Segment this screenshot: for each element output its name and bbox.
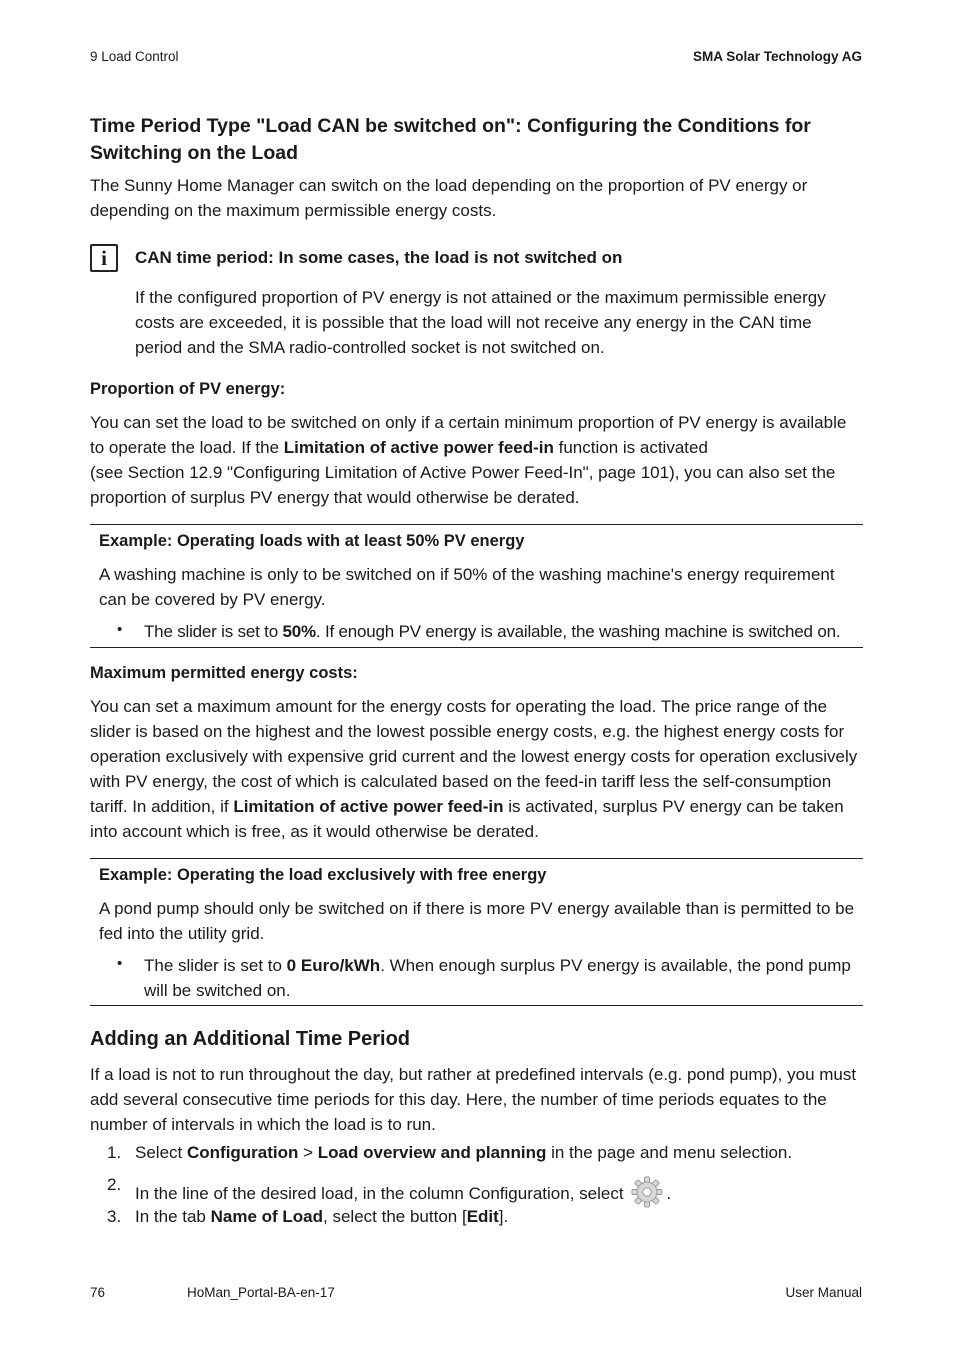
example-1-bullet: The slider is set to 50%. If enough PV energy is available, the washing machine is switched on. (144, 622, 841, 641)
step-number: 1. (107, 1143, 122, 1162)
example-1-title: Example: Operating loads with at least 50% PV energy (99, 532, 525, 550)
footer-doc-type: User Manual (785, 1285, 862, 1300)
header-chapter: 9 Load Control (90, 49, 179, 64)
divider (90, 524, 863, 525)
step-1-text: Select Configuration > Load overview and planning in the page and menu selection. (135, 1143, 793, 1162)
cost-heading: Maximum permitted energy costs: (90, 664, 358, 682)
divider (90, 858, 863, 859)
example-1-text: A washing machine is only to be switched on if 50% of the washing machine's energy requirement can be covered by PV energy. (99, 565, 835, 609)
cost-paragraph: You can set a maximum amount for the energy costs for operating the load. The price range of the slider is based on the highest and the lowest possible energy costs, e.g. the highest energy costs for operation exclusively with expensive grid current and the lowest energy costs for operation exclusively with PV energy, the cost of which is calculated based on the feed-in tariff less the self-consumption tariff. In addition, if Limitation of active power feed-in is activated, surplus PV energy can be taken into account which is free, as it would otherwise be derated. (90, 697, 858, 841)
example-2-title: Example: Operating the load exclusively with free energy (99, 866, 547, 884)
pv-heading: Proportion of PV energy: (90, 380, 286, 398)
info-title: CAN time period: In some cases, the load is not switched on (135, 248, 623, 267)
divider (90, 647, 863, 648)
info-icon: i (90, 244, 118, 272)
step-2-text: In the line of the desired load, in the column Configuration, select . (135, 1175, 860, 1209)
pv-paragraph: You can set the load to be switched on only if a certain minimum proportion of PV energy is available to operate the load. If the Limitation of active power feed-in function is activated (see Section 12.9 "Configuring Limitation of Active Power Feed-In", page 101), you can also set the proportion of surplus PV energy that would otherwise be derated. (90, 413, 847, 507)
intro-paragraph: The Sunny Home Manager can switch on the load depending on the proportion of PV energy or depending on the maximum permissible energy costs. (90, 176, 808, 220)
section-title: Time Period Type "Load CAN be switched on": Configuring the Conditions for Switching on the Load (90, 115, 811, 164)
info-text: If the configured proportion of PV energy is not attained or the maximum permissible energy costs are exceeded, it is possible that the load will not receive any energy in the CAN time period and the SMA radio-controlled socket is not switched on. (135, 288, 826, 357)
footer-page-number: 76 (90, 1285, 106, 1300)
gear-icon (630, 1175, 664, 1209)
footer-doc-id: HoMan_Portal-BA-en-17 (187, 1285, 335, 1300)
header-company: SMA Solar Technology AG (692, 49, 862, 64)
adding-paragraph: If a load is not to run throughout the day, but rather at predefined intervals (e.g. pond pump), you must add several consecutive time periods for this day. Here, the number of time periods equates to the number of intervals in which the load is to run. (90, 1065, 857, 1134)
step-3-text: In the tab Name of Load, select the button [Edit]. (135, 1207, 509, 1226)
divider (90, 1005, 863, 1006)
example-2-bullet: The slider is set to 0 Euro/kWh. When enough surplus PV energy is available, the pond pump will be switched on. (144, 956, 851, 1000)
example-2-text: A pond pump should only be switched on if there is more PV energy available than is permitted to be fed into the utility grid. (99, 899, 855, 943)
bullet-icon: • (117, 621, 123, 638)
step-number: 2. (107, 1175, 122, 1194)
adding-heading: Adding an Additional Time Period (90, 1028, 411, 1050)
step-number: 3. (107, 1207, 122, 1226)
bullet-icon: • (117, 955, 123, 972)
